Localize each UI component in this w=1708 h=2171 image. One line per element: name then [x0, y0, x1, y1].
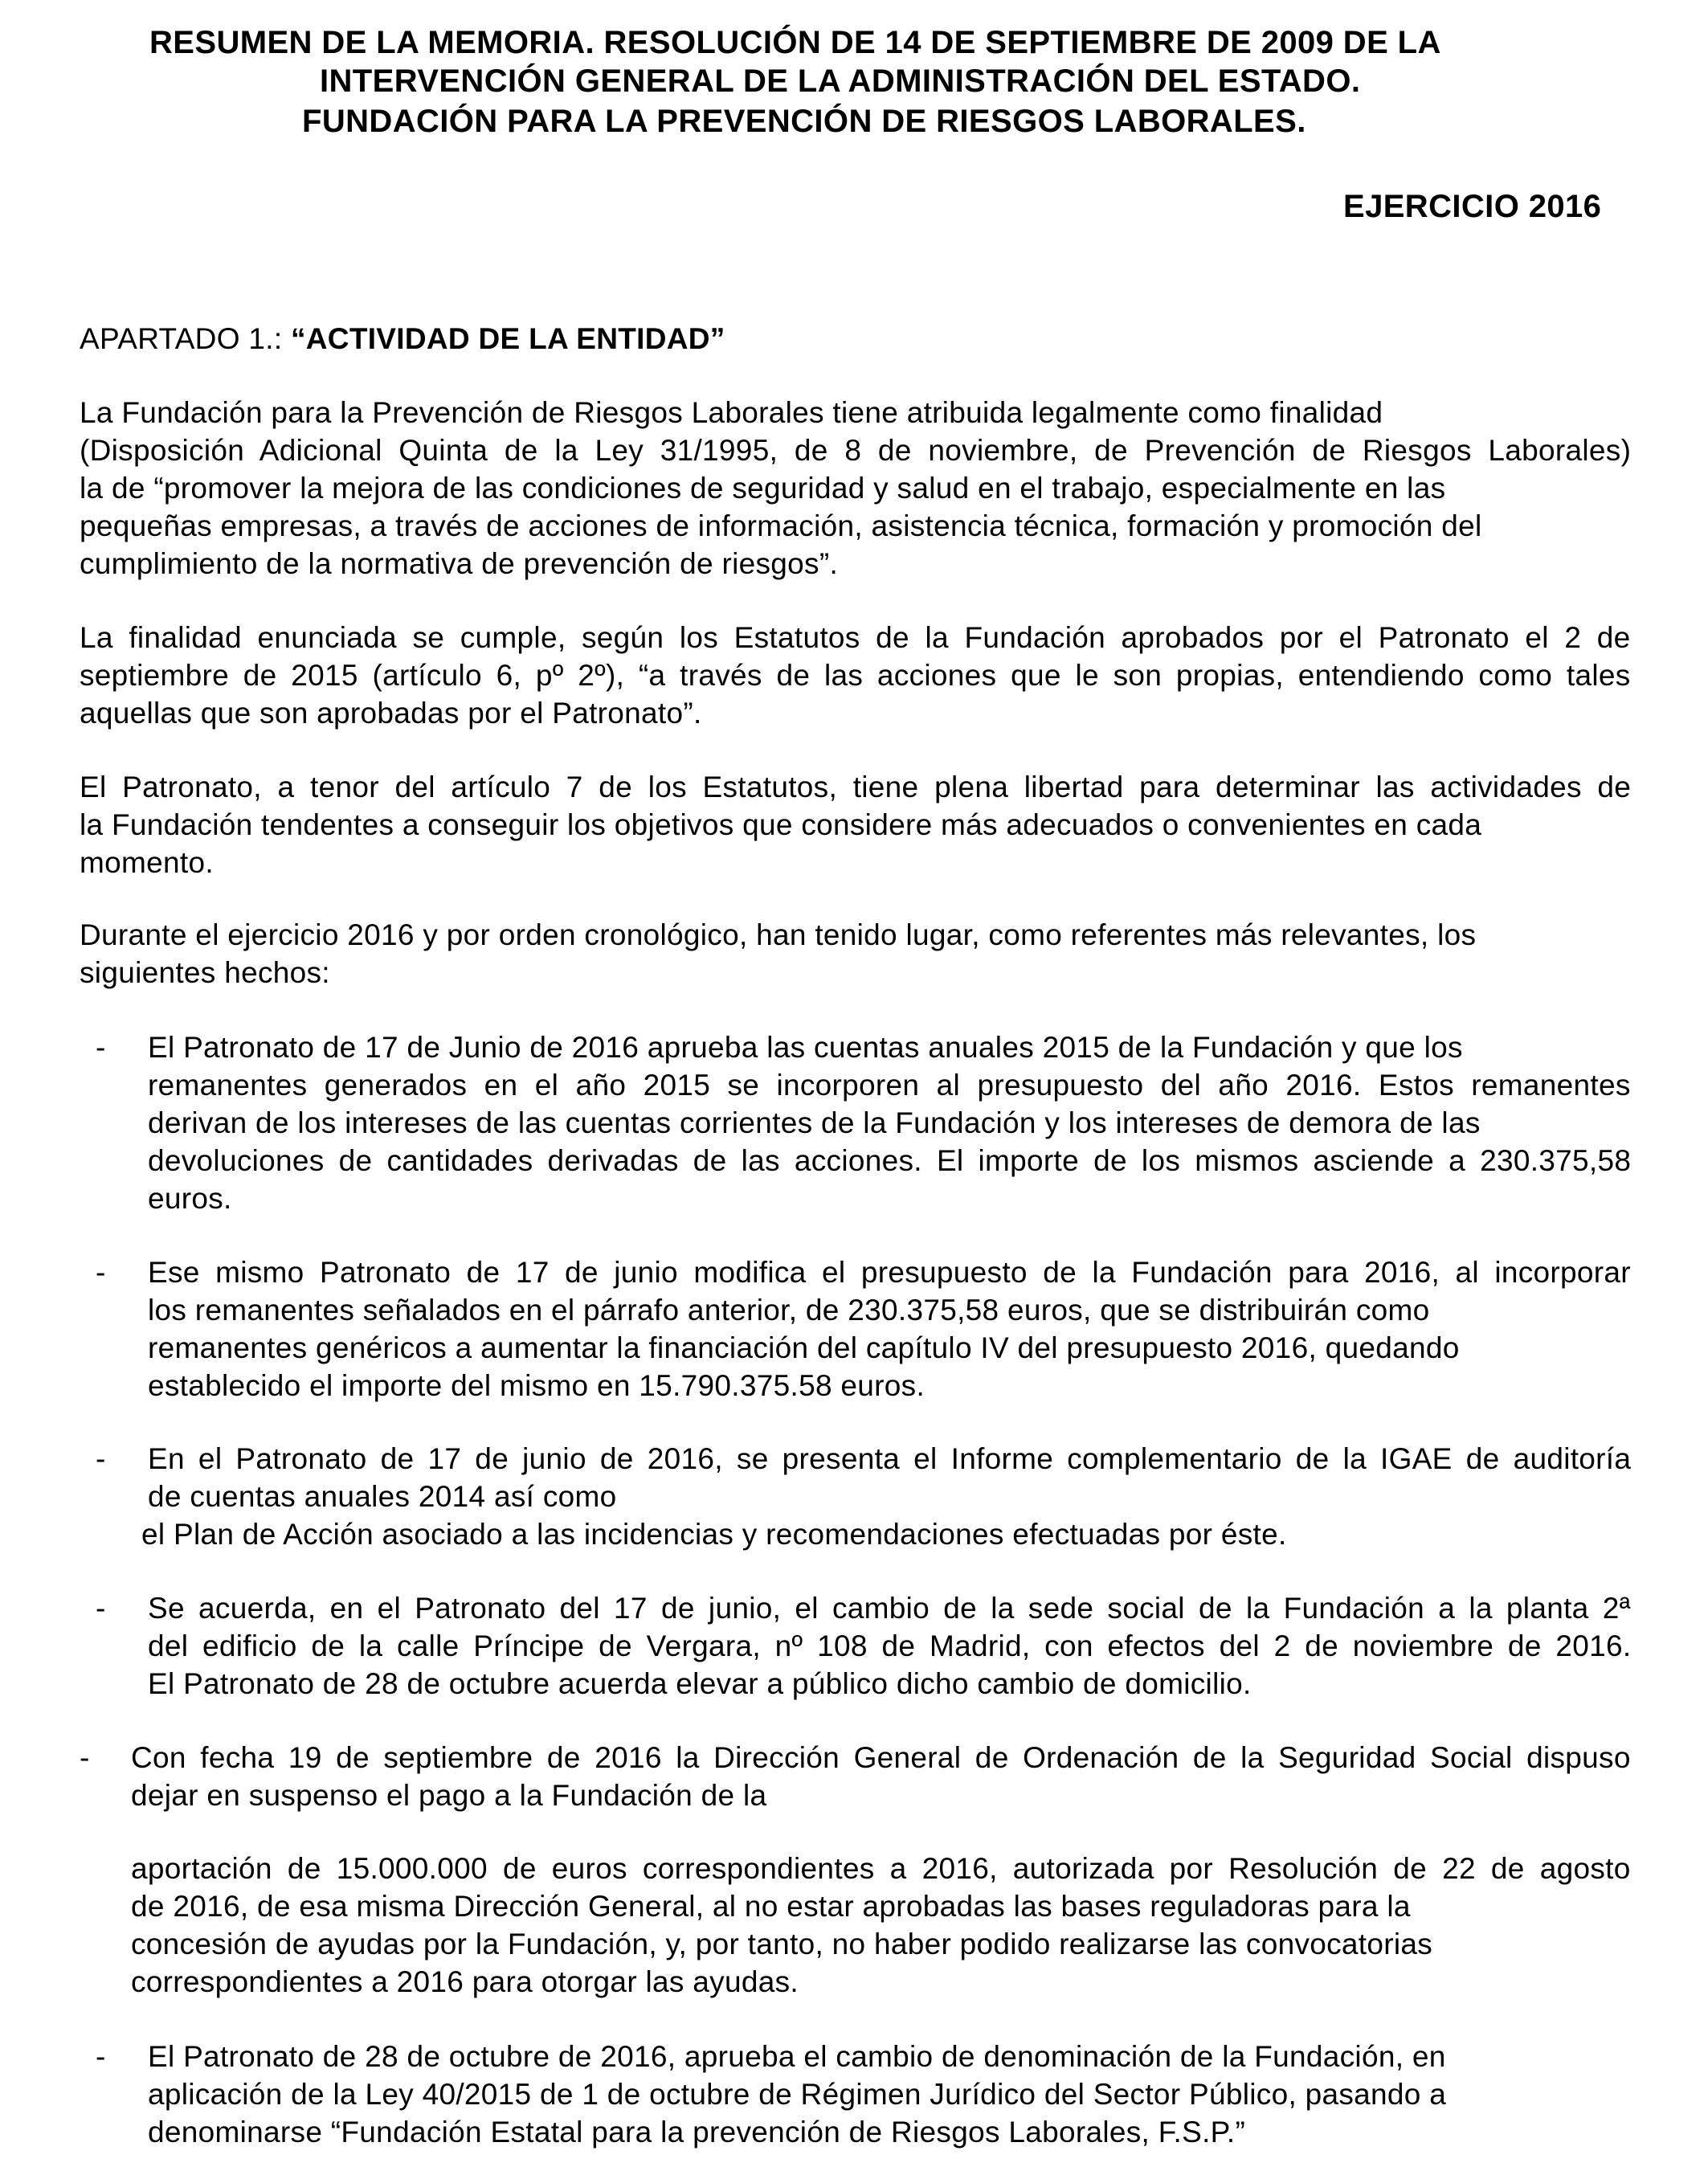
bullet-4-line-1: Se acuerda, en el Patronato del 17 de junio, el cambio de la sede social de la Fundación a la planta 2ª	[148, 1592, 1631, 1625]
header-line-1: RESUMEN DE LA MEMORIA. RESOLUCIÓN DE 14 DE SEPTIEMBRE DE 2009 DE LA	[149, 25, 1441, 60]
paragraph-4-line-1: Durante el ejercicio 2016 y por orden cronológico, han tenido lugar, como referentes más relevantes, los	[80, 918, 1477, 951]
bullet-dash: -	[96, 2040, 106, 2073]
paragraph-2-line-2: septiembre de 2015 (artículo 6, pº 2º), “a través de las acciones que le son propias, entendiendo como tales	[80, 659, 1631, 692]
bullet-4-line-3: El Patronato de 28 de octubre acuerda elevar a público dicho cambio de domicilio.	[148, 1667, 1252, 1700]
header-line-2: INTERVENCIÓN GENERAL DE LA ADMINISTRACIÓN DEL ESTADO.	[320, 63, 1361, 99]
bullet-1-line-3: derivan de los intereses de las cuentas corrientes de la Fundación y los intereses de demora de las	[148, 1106, 1481, 1139]
bullet-dash: -	[80, 1741, 90, 1774]
bullet-2-line-3: remanentes genéricos a aumentar la financiación del capítulo IV del presupuesto 2016, quedando	[148, 1331, 1460, 1364]
paragraph-2-line-1: La finalidad enunciada se cumple, según los Estatutos de la Fundación aprobados por el Patronato el 2 de	[80, 621, 1631, 654]
paragraph-1-line-3: la de “promover la mejora de las condiciones de seguridad y salud en el trabajo, especialmente en las	[80, 472, 1446, 505]
bullet-2-line-2: los remanentes señalados en el párrafo anterior, de 230.375,58 euros, que se distribuirán como	[148, 1294, 1430, 1327]
section-title: “ACTIVIDAD DE LA ENTIDAD”	[290, 322, 725, 355]
paragraph-2-line-3: aquellas que son aprobadas por el Patronato”.	[80, 697, 702, 730]
bullet-5-line-1: Con fecha 19 de septiembre de 2016 la Dirección General de Ordenación de la Seguridad Social dispuso	[131, 1741, 1631, 1774]
paragraph-3-line-2: la Fundación tendentes a conseguir los objetivos que considere más adecuados o convenientes en cada	[80, 808, 1482, 841]
paragraph-3-line-3: momento.	[80, 846, 214, 879]
bullet-1-line-5: euros.	[148, 1182, 232, 1215]
bullet-dash: -	[96, 1442, 106, 1475]
exercise-year: EJERCICIO 2016	[1343, 189, 1602, 224]
bullet-1-line-2: remanentes generados en el año 2015 se incorporen al presupuesto del año 2016. Estos remanentes	[148, 1069, 1631, 1102]
bullet-5-line-4: de 2016, de esa misma Dirección General, al no estar aprobadas las bases reguladoras para la	[131, 1890, 1411, 1923]
section-prefix: APARTADO 1.:	[80, 322, 291, 355]
bullet-1-line-4: devoluciones de cantidades derivadas de las acciones. El importe de los mismos asciende a 230.375,58	[148, 1144, 1632, 1177]
bullet-5-line-3: aportación de 15.000.000 de euros correspondientes a 2016, autorizada por Resolución de 22 de agosto	[131, 1852, 1631, 1885]
paragraph-3-line-1: El Patronato, a tenor del artículo 7 de los Estatutos, tiene plena libertad para determinar las actividades de	[80, 771, 1632, 803]
bullet-5-line-5: concesión de ayudas por la Fundación, y, por tanto, no haber podido realizarse las convocatorias	[131, 1928, 1433, 1960]
paragraph-1-line-2: (Disposición Adicional Quinta de la Ley 31/1995, de 8 de noviembre, de Prevención de Riesgos Laborales)	[80, 434, 1632, 467]
bullet-2-line-4: establecido el importe del mismo en 15.790.375.58 euros.	[148, 1369, 926, 1402]
bullet-1-line-1: El Patronato de 17 de Junio de 2016 aprueba las cuentas anuales 2015 de la Fundación y que los	[148, 1031, 1463, 1064]
bullet-6-line-3: denominarse “Fundación Estatal para la prevención de Riesgos Laborales, F.S.P.”	[148, 2116, 1246, 2149]
bullet-dash: -	[96, 1031, 106, 1064]
paragraph-1-line-5: cumplimiento de la normativa de prevención de riesgos”.	[80, 547, 839, 580]
section-heading	[80, 320, 725, 358]
bullet-3-line-3: el Plan de Acción asociado a las incidencias y recomendaciones efectuadas por éste.	[141, 1518, 1287, 1551]
bullet-2-line-1: Ese mismo Patronato de 17 de junio modifica el presupuesto de la Fundación para 2016, al incorporar	[148, 1256, 1631, 1289]
paragraph-1-line-4: pequeñas empresas, a través de acciones de información, asistencia técnica, formación y promoción del	[80, 509, 1482, 542]
paragraph-1-line-1: La Fundación para la Prevención de Riesgos Laborales tiene atribuida legalmente como finalidad	[80, 396, 1383, 429]
bullet-6-line-1: El Patronato de 28 de octubre de 2016, aprueba el cambio de denominación de la Fundación, en	[148, 2040, 1446, 2073]
bullet-3-line-1: En el Patronato de 17 de junio de 2016, se presenta el Informe complementario de la IGAE de auditoría	[148, 1442, 1632, 1475]
bullet-dash: -	[96, 1592, 106, 1625]
header-line-3: FUNDACIÓN PARA LA PREVENCIÓN DE RIESGOS LABORALES.	[302, 104, 1306, 139]
bullet-4-line-2: del edificio de la calle Príncipe de Vergara, nº 108 de Madrid, con efectos del 2 de noviembre de 2016.	[148, 1629, 1632, 1662]
bullet-3-line-2: de cuentas anuales 2014 así como	[148, 1480, 617, 1513]
paragraph-4-line-2: siguientes hechos:	[80, 956, 330, 989]
bullet-5-line-2: dejar en suspenso el pago a la Fundación de la	[131, 1779, 767, 1812]
bullet-5-line-6: correspondientes a 2016 para otorgar las ayudas.	[131, 1965, 799, 1998]
bullet-6-line-2: aplicación de la Ley 40/2015 de 1 de octubre de Régimen Jurídico del Sector Público, pasando a	[148, 2078, 1447, 2111]
bullet-dash: -	[96, 1256, 106, 1289]
